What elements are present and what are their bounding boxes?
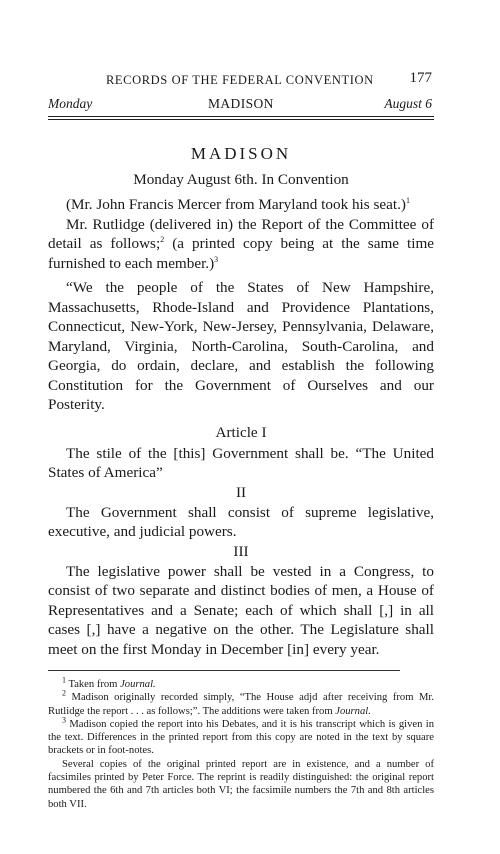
- footnote-1-number: 1: [62, 675, 66, 685]
- footnote-3: [48, 715, 434, 758]
- article-3-heading: III: [233, 542, 249, 560]
- header-rule-secondary: [48, 119, 434, 120]
- article-1-text: The stile of the [this] Government shall be. “The United States of America”: [48, 444, 434, 481]
- footnote-2-number: 2: [62, 688, 66, 698]
- paragraph-preamble: “We the people of the States of New Hampshire, Massachusetts, Rhode-Island and Providence Plantations, Connecticut, New-York, New-Jersey, Pennsylvania, Delaware, Maryland, Virginia, North-Carolina, South-Carolina, and Georgia, do ordain, declare, and establish the following Constitution for the Government of Ourselves and our Posterity.: [48, 279, 434, 413]
- subhead-section: MADISON: [208, 96, 274, 111]
- footnote-3-continued: Several copies of the original printed report are in existence, and a number of facsimiles printed by Peter Force. The reprint is readily distinguished: the original report numbered the 6th and 7th articles both VI; the facsimile numbers the 7th and 8th articles both VII.: [48, 758, 434, 810]
- subhead-day: Monday: [48, 96, 93, 111]
- article-2-heading: II: [235, 483, 247, 501]
- footnote-rule: [48, 670, 400, 671]
- paragraph-rutlidge-text-b: (a printed copy being at the same time furnished to each member.): [48, 235, 435, 272]
- paragraph-mercer: [48, 195, 434, 215]
- paragraph-rutlidge: [48, 215, 434, 274]
- article-1-heading: Article I: [215, 423, 267, 441]
- footnote-1-text: Taken from: [66, 679, 121, 690]
- header-rule: [48, 116, 434, 117]
- article-2-text: The Government shall consist of supreme legislative, executive, and judicial powers.: [48, 503, 434, 540]
- paragraph-mercer-text: (Mr. John Francis Mercer from Maryland took his seat.): [66, 196, 406, 213]
- article-3-text: The legislative power shall be vested in a Congress, to consist of two separate and distinct bodies of men, a House of Representatives and a Senate; each of which shall [,] in all cases [,] have a negative on the other. The Legislature shall meet on the first Monday in December [in] every year.: [48, 562, 434, 658]
- section-heading: MADISON: [190, 144, 292, 163]
- footnote-2: [48, 688, 434, 718]
- book-page: [48, 70, 434, 811]
- footnote-ref-3: 3: [214, 254, 219, 264]
- section-subhead: [48, 94, 434, 116]
- footnote-1-source: Journal.: [120, 679, 156, 690]
- paragraph-rutlidge-text-a: Mr. Rutlidge (delivered in) the Report of the Committee of detail as follows;: [48, 215, 434, 252]
- footnotes: [48, 675, 434, 811]
- footnote-1: [48, 675, 434, 691]
- running-head: [48, 70, 434, 90]
- dateline: Monday August 6th. In Convention: [133, 171, 349, 188]
- footnote-2-source: Journal.: [335, 705, 371, 717]
- footnote-3-text: Madison copied the report into his Debates, and it is his transcript which is given in the text. Differences in the printed report from this copy are noted in the text by square brackets or in foot-notes.: [48, 718, 434, 757]
- page-number: 177: [409, 70, 432, 86]
- footnote-3-number: 3: [62, 715, 66, 725]
- footnote-ref-2: 2: [160, 234, 165, 244]
- running-head-title: RECORDS OF THE FEDERAL CONVENTION: [106, 73, 374, 87]
- footnote-2-text: Madison originally recorded simply, “The House adjd after receiving from Mr. Rutlidge the report . . . as follows;”. The additions were taken from: [48, 692, 434, 717]
- footnote-ref-1: 1: [405, 195, 410, 205]
- subhead-date: August 6: [384, 96, 432, 111]
